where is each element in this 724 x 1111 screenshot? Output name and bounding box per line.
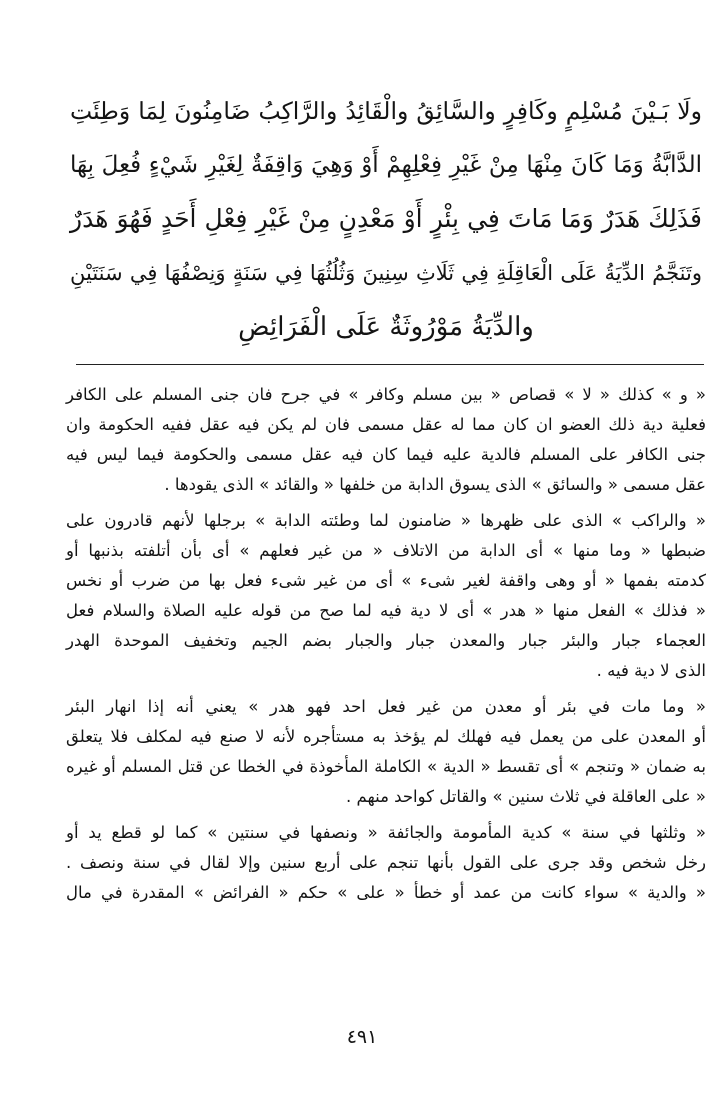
commentary-line: أو المعدن على من يعمل فيه فهلك لم يؤخذ به مستأجره لأنه لا صنع فيه لمكلف فلا يتعلق <box>66 727 706 746</box>
commentary-line: « وما مات في بئر أو معدن من غير فعل احد فهو هدر » يعني أنه إذا انهار البئر <box>66 697 706 716</box>
main-text-line: والدِّيَةُ مَوْرُوثَةٌ عَلَى الْفَرَائِضِ <box>238 312 534 342</box>
commentary-line: به ضمان « وتنجم » أى تقسط « الدية » الكاملة المأخوذة في الخطا عن قتل المسلم أو غيره <box>66 757 706 776</box>
page-number: ٤٩١ <box>346 1026 378 1048</box>
main-text-line: وتَنَجَّمُ الدِّيَةُ عَلَى الْعَاقِلَةِ فِي ثَلَاثِ سِنِينَ وَثُلُثُهَا فِي سَنَةٍ وَنِصْفُهَا فِي سَنَتَيْنِ <box>70 261 702 285</box>
commentary-line: جنى الكافر على المسلم فالدية عليه فيما كان فيه عقل مسمى والحكومة فيما ليس فيه <box>66 445 706 464</box>
main-text-line: فَذَلِكَ هَدَرٌ وَمَا مَاتَ فِي بِئْرٍ أَوْ مَعْدِنٍ مِنْ غَيْرِ فِعْلِ أَحَدٍ فَهُوَ هَدَرٌ <box>70 204 702 233</box>
commentary-paragraph <box>66 380 706 500</box>
commentary-line: العجماء جبار والبئر جبار والمعدن جبار والجبار بضم الجيم وتخفيف الموحدة الهدر <box>66 631 706 650</box>
separator-rule <box>76 364 704 365</box>
commentary-line: الذى لا دية فيه . <box>596 661 706 680</box>
commentary-paragraph <box>66 506 706 686</box>
commentary-line: كدمته بفمها « أو وهى واقفة لغير شىء » أى من غير شىء فعل بها من ضرب أو نخس <box>66 571 706 590</box>
commentary-line: رخل شخص وقد جرى على القول بأنها تنجم على أربع سنين وإلا لقال في سنة ونصف . <box>66 853 706 872</box>
main-text-line: الدَّابَّةُ وَمَا كَانَ مِنْهَا مِنْ غَيْرِ فِعْلِهِمْ أَوْ وَهِيَ وَاقِفَةٌ لِغَيْرِ شَيْءٍ فُعِلَ بِهَا <box>70 152 702 178</box>
commentary-line: « و » كذلك « لا » قصاص « بين مسلم وكافر » في جرح فان جنى المسلم على الكافر <box>66 385 706 404</box>
commentary-line: « وثلثها في سنة » كدية المأمومة والجائفة « ونصفها في سنتين » كما لو قطع يد أو <box>66 823 706 842</box>
commentary-line: فعلية دية ذلك العضو ان كان مما له عقل مسمى فان لم يكن فيه عقل ففيه الحكومة وان <box>66 415 706 434</box>
main-text <box>70 84 702 354</box>
commentary-line: ضبطها « وما منها » أى الدابة من الاتلاف « من غير فعلهم » أى بأن أتلفته بذنبها أو <box>66 541 706 560</box>
commentary-line: « والراكب » الذى على ظهرها « ضامنون لما وطئته الدابة » برجلها لأنهم قادرون على <box>66 511 706 530</box>
commentary-paragraph <box>66 818 706 908</box>
commentary-paragraph <box>66 692 706 812</box>
commentary-line: عقل مسمى « والسائق » الذى يسوق الدابة من خلفها « والقائد » الذى يقودها . <box>164 475 706 494</box>
commentary-line: « والدية » سواء كانت من عمد أو خطأ « على » حكم « الفرائض » المقدرة في مال <box>66 883 706 902</box>
commentary-text <box>66 380 706 914</box>
commentary-line: « فذلك » الفعل منها « هدر » أى لا دية فيه لما صح من قوله عليه الصلاة والسلام فعل <box>66 601 706 620</box>
commentary-line: « على العاقلة في ثلاث سنين » والقاتل كواحد منهم . <box>346 787 706 806</box>
main-text-line: ولَا بَـيْنَ مُسْلِمٍ وكَافِرٍ والسَّائِقُ والْقَائِدُ والرَّاكِبُ ضَامِنُونَ لِمَا وَطِئَتِ <box>70 97 702 125</box>
